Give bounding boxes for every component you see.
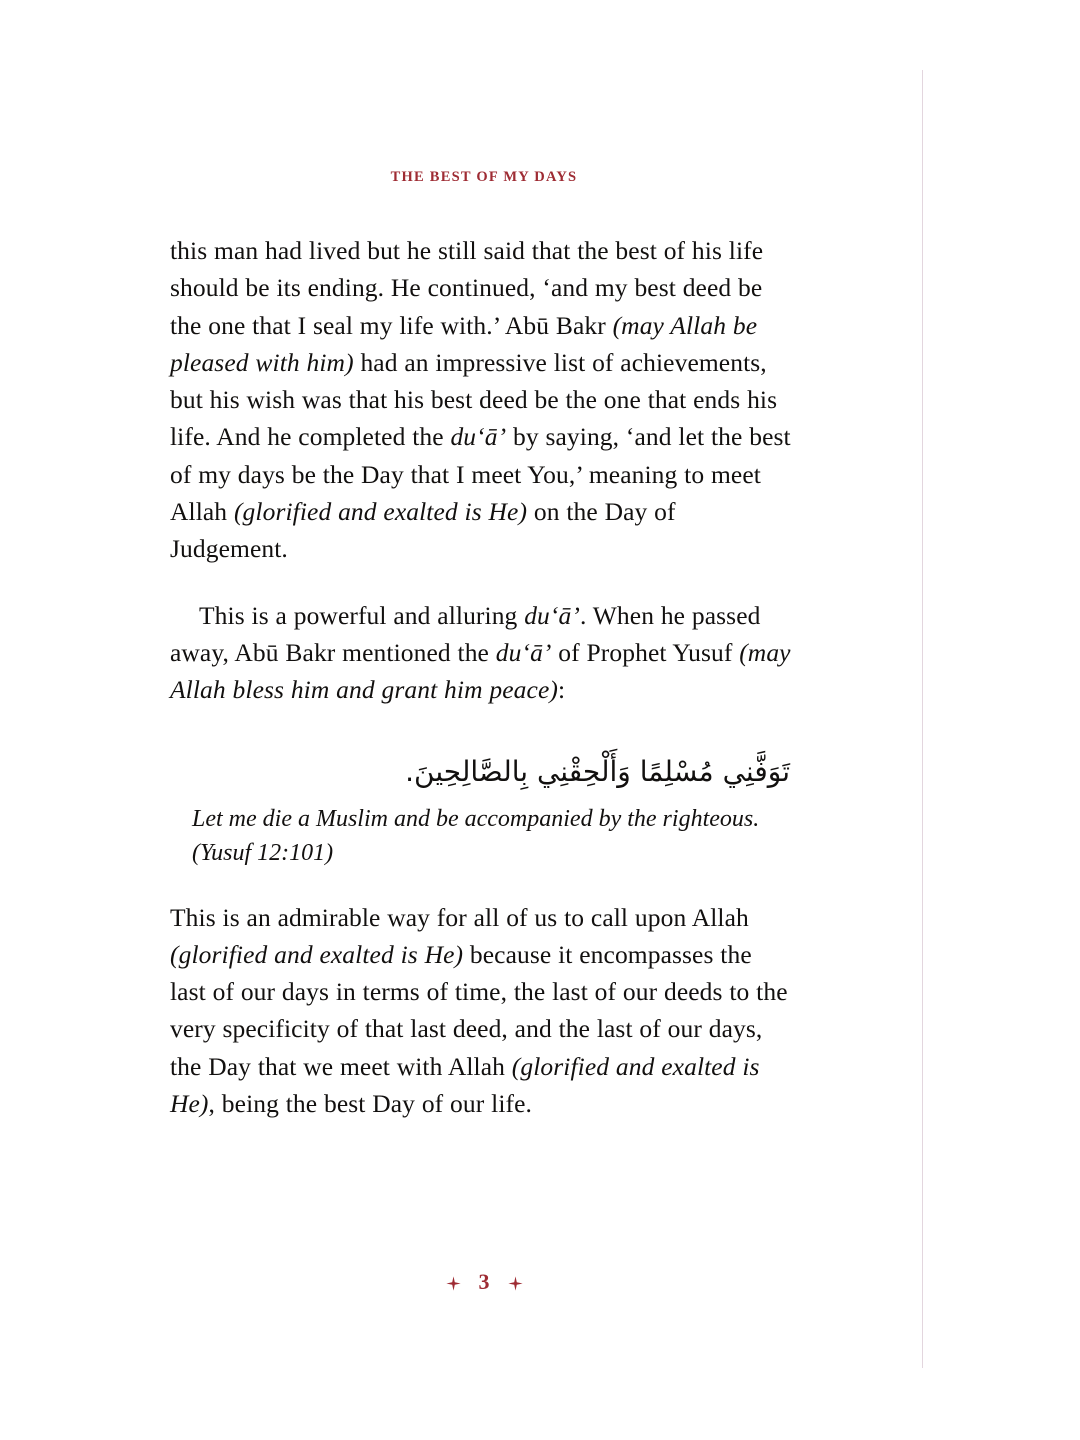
paragraph-2-text-part-2: . When he passed away, Abū Bakr mentioned the [170, 600, 761, 667]
paragraph-3-honorific-1: (glorified and exalted is He) [170, 939, 464, 969]
paragraph-2-honorific-1: (may Allah bless him and grant him peace) [170, 637, 791, 705]
four-pointed-star-icon-right [507, 1275, 524, 1292]
paragraph-1-honorific-2: (glorified and exalted is He) [233, 497, 528, 527]
paragraph-1-text-part-3: by saying, ‘and let the best of my days be the Day that I meet You,’ meaning to meet Allah [170, 422, 791, 527]
paragraph-1-honorific-1: (may Allah be pleased with him) [170, 310, 758, 377]
paragraph-3 [170, 899, 792, 1123]
quotation-translation: Let me die a Muslim and be accompanied by the righteous. [192, 805, 760, 832]
paragraph-3-text-part-2: because it encompasses the last of our days in terms of time, the last of our deeds to the very specificity of that last deed, and the last of our days, the Day that we meet with Allah [170, 939, 788, 1081]
paragraph-2-text-part-4: : [557, 675, 566, 705]
paragraph-3-text-part-3: , being the best Day of our life. [208, 1089, 532, 1119]
paragraph-2 [170, 597, 792, 709]
paragraph-1 [170, 232, 792, 568]
paragraph-2-text-part-3: of Prophet Yusuf [551, 637, 740, 667]
paragraph-3-honorific-2: (glorified and exalted is He) [170, 1051, 760, 1119]
four-pointed-star-icon-left [445, 1275, 462, 1292]
quotation-reference: (Yusuf 12:101) [192, 839, 334, 866]
paragraph-2-term-dua-2: du‘ā’ [495, 637, 552, 667]
arabic-quotation: تَوَفَّنِي مُسْلِمًا وَأَلْحِقْنِي بِالصَّالِحِينَ. [405, 754, 790, 788]
paragraph-3-text-part-1: This is an admirable way for all of us to call upon Allah [170, 902, 749, 932]
running-head: THE BEST OF MY DAYS [390, 169, 578, 185]
paragraph-2-text-part-1: This is a powerful and alluring [199, 600, 525, 630]
paragraph-2-term-dua-1: du‘ā’ [524, 600, 580, 630]
paragraph-1-term-dua-1: du‘ā’ [450, 422, 507, 452]
quotation-translation-block [192, 802, 792, 870]
paragraph-1-text-part-4: on the Day of Judgement. [170, 497, 676, 564]
page-edge-rule [922, 70, 923, 1368]
paragraph-1-text-part-2: had an impressive list of achievements, but his wish was that his best deed be the one that ends his life. And he completed the [170, 347, 778, 452]
text-block [170, 232, 792, 1122]
paragraph-1-text-part-1: this man had lived but he still said that the best of his life should be its ending. He continued, ‘and my best deed be the one that I seal my life with.’ Abū Bakr [170, 236, 764, 340]
folio [0, 1269, 968, 1294]
page-number: 3 [478, 1269, 490, 1294]
